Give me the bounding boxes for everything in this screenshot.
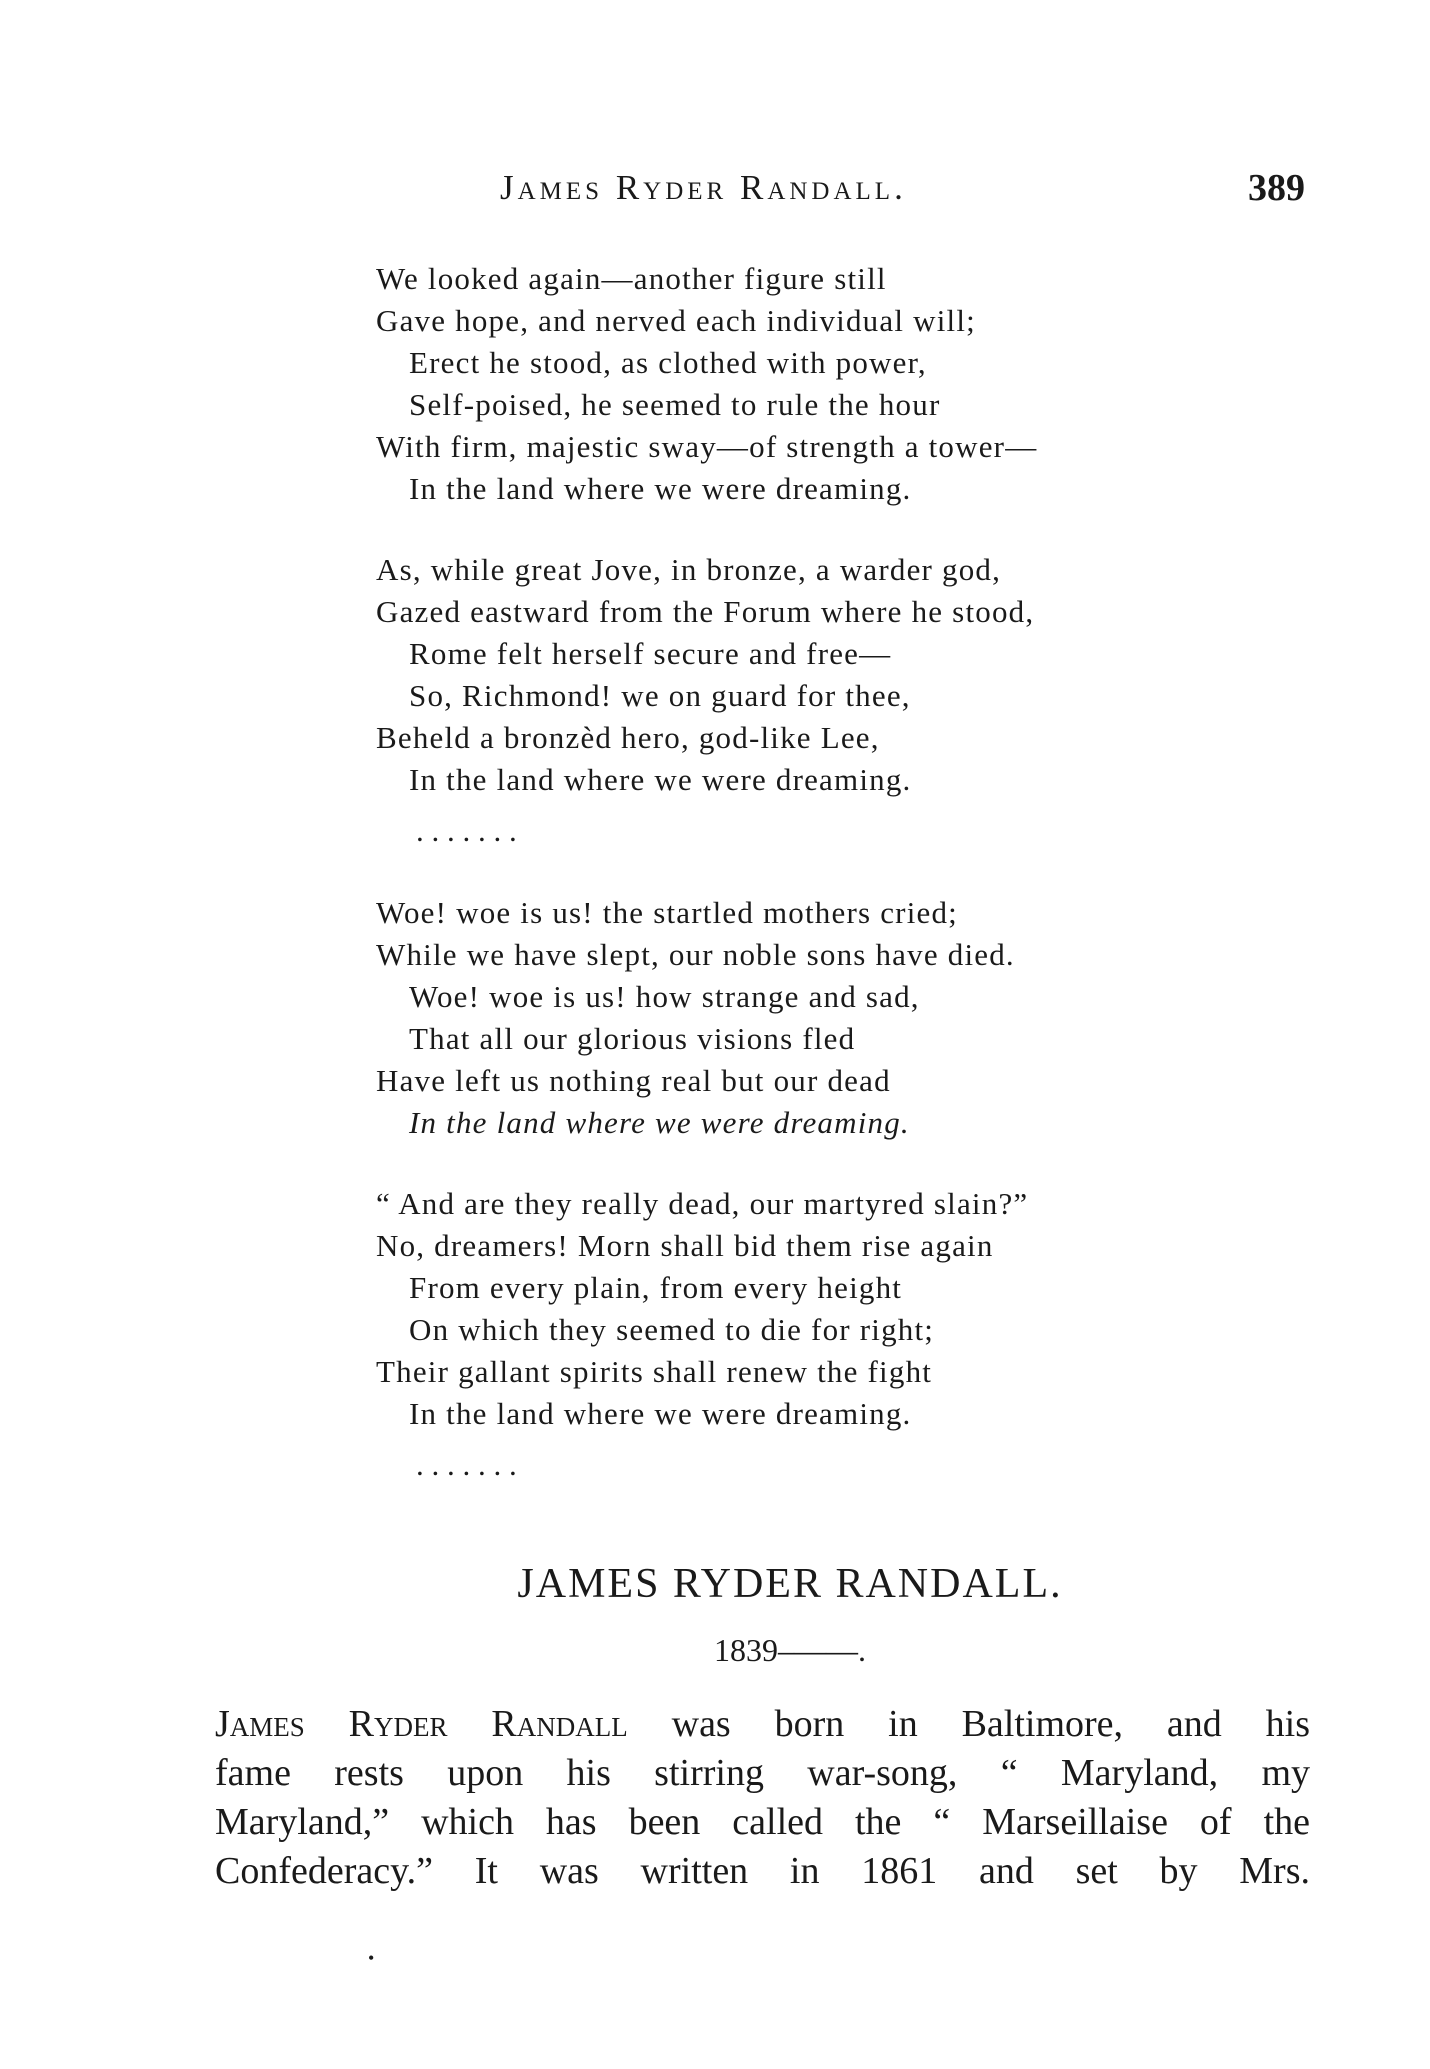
poem-line: With firm, majestic sway—of strength a tower— (376, 429, 1038, 464)
poem-line: Rome felt herself secure and free— (409, 636, 892, 671)
poem-line: Woe! woe is us! the startled mothers cried; (376, 895, 958, 930)
bio-line (215, 1700, 1310, 1749)
footer-mark: • (368, 1948, 375, 1968)
poem-line: Erect he stood, as clothed with power, (409, 345, 927, 380)
bio-line: Maryland,” which has been called the “ Marseillaise of the (215, 1801, 1310, 1843)
poem-line: We looked again—another figure still (376, 261, 887, 296)
poem-refrain: In the land where we were dreaming. (409, 1105, 910, 1140)
bio-lead-name: James Ryder Randall (215, 1703, 628, 1745)
bio-line-text: was born in Baltimore, and his (671, 1703, 1311, 1745)
stanza (376, 549, 1196, 801)
poem-line: Self-poised, he seemed to rule the hour (409, 387, 941, 422)
section-years: 1839–——. (714, 1632, 866, 1668)
stanza (376, 892, 1196, 1144)
stanza (376, 258, 1196, 510)
bio-line: Confederacy.” It was written in 1861 and set by Mrs. (215, 1850, 1310, 1892)
poem-line: Have left us nothing real but our dead (376, 1063, 891, 1098)
poem-line: From every plain, from every height (409, 1270, 903, 1305)
ellipsis-dots: . . . . . . . (416, 813, 517, 848)
poem-refrain: In the land where we were dreaming. (409, 762, 912, 797)
section-title: JAMES RYDER RANDALL. (517, 1561, 1063, 1607)
poem-refrain: In the land where we were dreaming. (409, 471, 912, 506)
poem-line: Gave hope, and nerved each individual will; (376, 303, 976, 338)
poem-line: Gazed eastward from the Forum where he stood, (376, 594, 1035, 629)
poem-line: That all our glorious visions fled (409, 1021, 856, 1056)
poem-line: Beheld a bronzèd hero, god-like Lee, (376, 720, 880, 755)
poem-line: Their gallant spirits shall renew the fight (376, 1354, 933, 1389)
poem-line: Woe! woe is us! how strange and sad, (409, 979, 920, 1014)
poem-line: No, dreamers! Morn shall bid them rise again (376, 1228, 994, 1263)
poem-line: So, Richmond! we on guard for thee, (409, 678, 911, 713)
poem (376, 258, 1196, 1526)
poem-refrain: In the land where we were dreaming. (409, 1396, 912, 1431)
bio-paragraph (215, 1700, 1310, 1896)
poem-line: “ And are they really dead, our martyred slain?” (376, 1186, 1029, 1221)
stanza (376, 1183, 1196, 1435)
poem-line: As, while great Jove, in bronze, a warder god, (376, 552, 1002, 587)
running-head: James Ryder Randall. (500, 168, 907, 207)
poem-line: On which they seemed to die for right; (409, 1312, 935, 1347)
poem-line: While we have slept, our noble sons have died. (376, 937, 1015, 972)
bio-line: fame rests upon his stirring war-song, “ Maryland, my (215, 1752, 1310, 1794)
page-number: 389 (1248, 167, 1305, 209)
ellipsis-dots: . . . . . . . (416, 1447, 517, 1482)
